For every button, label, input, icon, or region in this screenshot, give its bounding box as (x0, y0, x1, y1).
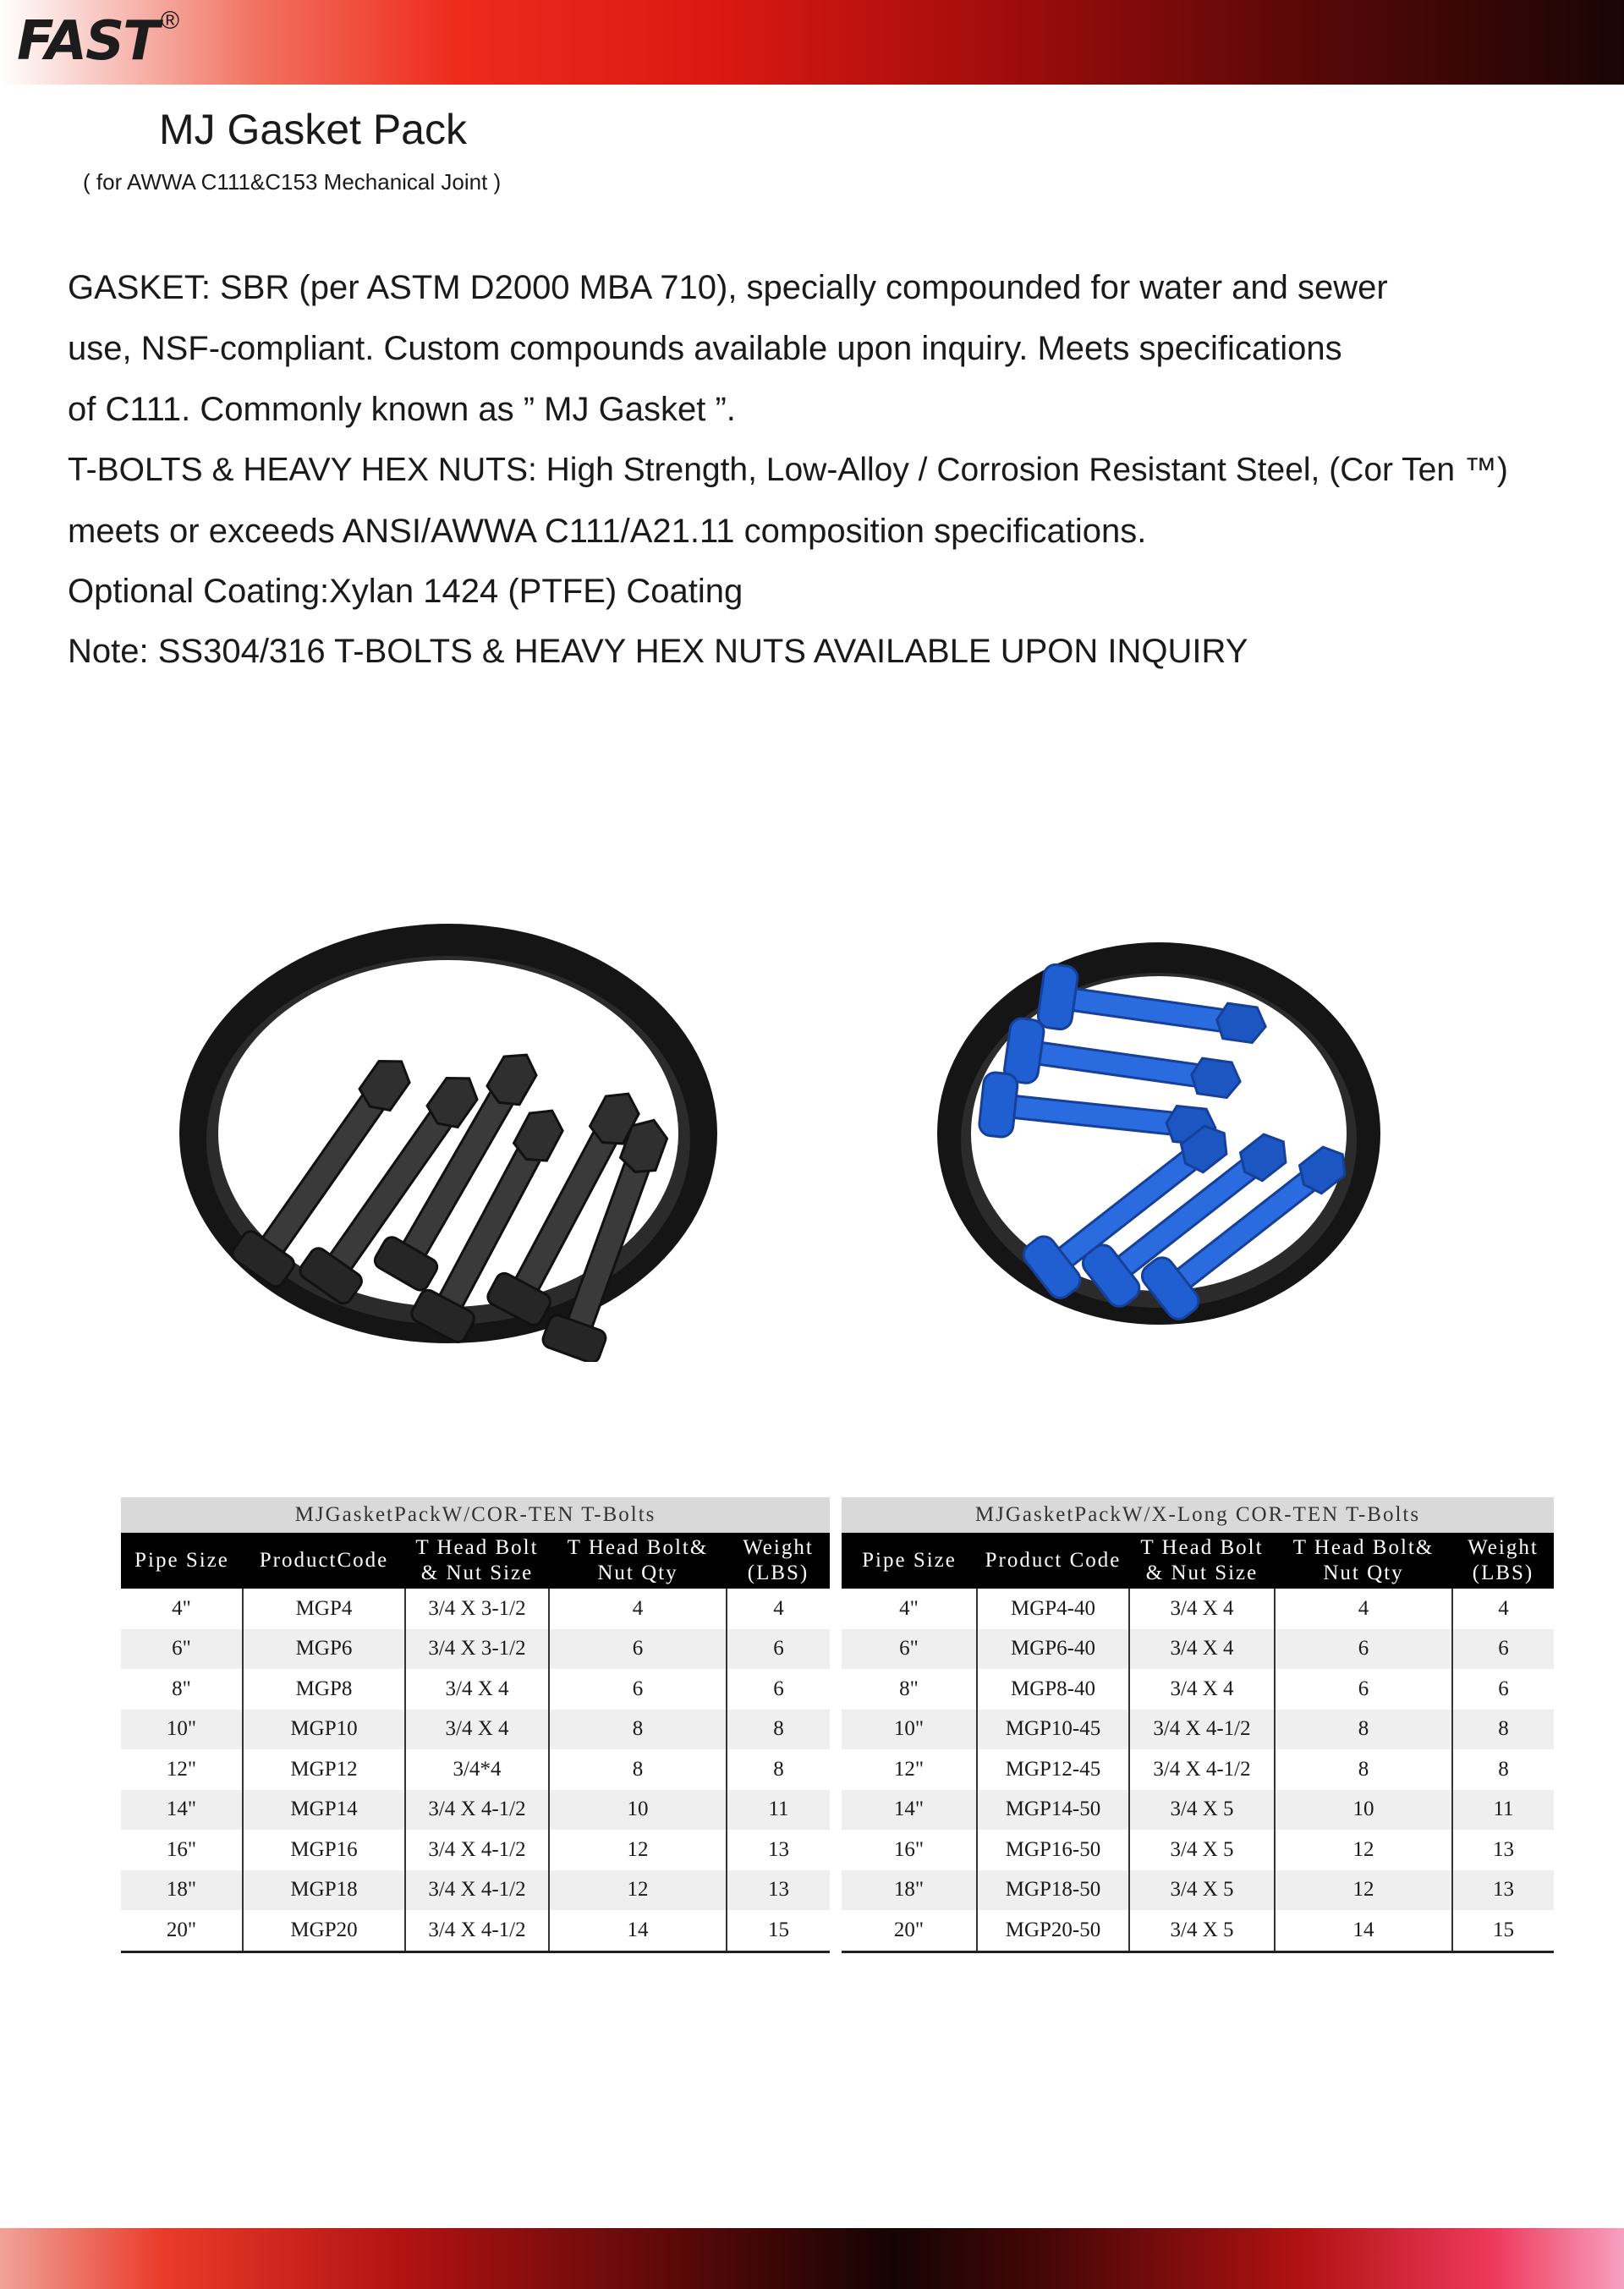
table-row (842, 1669, 1554, 1710)
brand-logo (17, 7, 186, 78)
spec-line-6: Optional Coating:Xylan 1424 (PTFE) Coating (68, 573, 743, 610)
table-cell: 12" (121, 1749, 243, 1790)
table-cell: 16" (121, 1830, 243, 1870)
table-row (121, 1749, 830, 1790)
logo-text: FAST (17, 10, 158, 73)
table-cell: 6" (842, 1629, 977, 1670)
column-header: Product Code (977, 1533, 1129, 1589)
table-cell: 15 (727, 1910, 830, 1951)
footer-bar (0, 2228, 1624, 2289)
table-row (842, 1870, 1554, 1911)
table-cell: 15 (1452, 1910, 1554, 1951)
table-row (842, 1710, 1554, 1750)
table-cell: 11 (727, 1790, 830, 1831)
table-cell: MGP10 (243, 1710, 405, 1750)
table-cell: 3/4 X 3-1/2 (405, 1629, 549, 1670)
table-cell: 3/4 X 4-1/2 (405, 1870, 549, 1911)
gasket-pack-blue-bolts-image (930, 939, 1387, 1337)
table-cell: 4 (727, 1589, 830, 1629)
table-row (842, 1790, 1554, 1831)
table-cell: 4" (842, 1589, 977, 1629)
table-cell: MGP4 (243, 1589, 405, 1629)
table-cell: 16" (842, 1830, 977, 1870)
table-cell: 3/4 X 4 (405, 1710, 549, 1750)
column-header: T Head Bolt & Nut Size (1129, 1533, 1275, 1589)
column-header: T Head Bolt & Nut Size (405, 1533, 549, 1589)
table-cell: MGP18-50 (977, 1870, 1129, 1911)
table-cell: 8 (549, 1749, 727, 1790)
table-cell: 3/4 X 4-1/2 (405, 1830, 549, 1870)
table-cell: MGP20 (243, 1910, 405, 1951)
table-cell: MGP16 (243, 1830, 405, 1870)
column-header: T Head Bolt& Nut Qty (549, 1533, 727, 1589)
table-cell: MGP18 (243, 1870, 405, 1911)
table-cell: 3/4 X 4-1/2 (405, 1910, 549, 1951)
table-cell: 6 (549, 1669, 727, 1710)
table-cell: 13 (727, 1830, 830, 1870)
table-cell: 6" (121, 1629, 243, 1670)
gasket-pack-black-bolts-image (169, 922, 727, 1362)
table-cell: 11 (1452, 1790, 1554, 1831)
table-cell: 4 (549, 1589, 727, 1629)
table-cell: 13 (1452, 1830, 1554, 1870)
table-cell: 10 (549, 1790, 727, 1831)
table-cell: 3/4 X 3-1/2 (405, 1589, 549, 1629)
table-cell: 3/4 X 4 (1129, 1669, 1275, 1710)
table-cell: MGP14-50 (977, 1790, 1129, 1831)
table-cell: 6 (549, 1629, 727, 1670)
table-cell: 3/4 X 4 (1129, 1589, 1275, 1629)
table-row (121, 1910, 830, 1951)
column-header: Weight (LBS) (727, 1533, 830, 1589)
table-cell: MGP12 (243, 1749, 405, 1790)
table-cell: MGP10-45 (977, 1710, 1129, 1750)
table-row (842, 1749, 1554, 1790)
table-cell: 20" (121, 1910, 243, 1951)
table-cell: 10" (842, 1710, 977, 1750)
column-header: ProductCode (243, 1533, 405, 1589)
table-cell: 6 (1452, 1629, 1554, 1670)
table-cell: MGP6 (243, 1629, 405, 1670)
table-cell: 3/4 X 5 (1129, 1830, 1275, 1870)
table-cell: 18" (121, 1870, 243, 1911)
table-cor-ten-t-bolts (121, 1497, 830, 1953)
table-cell: 3/4 X 4-1/2 (1129, 1710, 1275, 1750)
table-row (121, 1669, 830, 1710)
registered-mark: ® (161, 7, 180, 35)
table-row (121, 1589, 830, 1629)
table-row (121, 1629, 830, 1670)
table-cell: 14 (549, 1910, 727, 1951)
table-cell: 8 (1452, 1710, 1554, 1750)
table-cell: MGP8-40 (977, 1669, 1129, 1710)
table-cell: 3/4*4 (405, 1749, 549, 1790)
page-title: MJ Gasket Pack (159, 106, 467, 153)
table-cell: MGP12-45 (977, 1749, 1129, 1790)
table-cell: 3/4 X 5 (1129, 1790, 1275, 1831)
table-cell: 8 (727, 1749, 830, 1790)
spec-line-7: Note: SS304/316 T-BOLTS & HEAVY HEX NUTS AVAILABLE UPON INQUIRY (68, 633, 1248, 670)
table-caption: MJGasketPackW/COR-TEN T-Bolts (121, 1497, 830, 1533)
table-cell: 8 (727, 1710, 830, 1750)
table-cell: 14 (1275, 1910, 1452, 1951)
table-cell: 20" (842, 1910, 977, 1951)
table-cell: 8" (121, 1669, 243, 1710)
table-cell: 10 (1275, 1790, 1452, 1831)
table-cell: 12 (1275, 1870, 1452, 1911)
table-cell: 14" (842, 1790, 977, 1831)
table-cell: 3/4 X 4-1/2 (405, 1790, 549, 1831)
table-cell: 8" (842, 1669, 977, 1710)
table-cell: 4" (121, 1589, 243, 1629)
table-cell: 8 (1275, 1749, 1452, 1790)
table-cell: 10" (121, 1710, 243, 1750)
table-cell: 12 (549, 1830, 727, 1870)
table-cell: MGP6-40 (977, 1629, 1129, 1670)
table-row (842, 1629, 1554, 1670)
table-row (121, 1870, 830, 1911)
table-cell: 3/4 X 4-1/2 (1129, 1749, 1275, 1790)
table-cell: 6 (1275, 1669, 1452, 1710)
spec-line-3: of C111. Commonly known as ” MJ Gasket ”. (68, 391, 736, 428)
column-header: Pipe Size (121, 1533, 243, 1589)
spec-line-1: GASKET: SBR (per ASTM D2000 MBA 710), specially compounded for water and sewer (68, 269, 1388, 306)
table-cell: MGP4-40 (977, 1589, 1129, 1629)
table-cell: 3/4 X 5 (1129, 1910, 1275, 1951)
table-cell: 3/4 X 4 (405, 1669, 549, 1710)
page-subtitle: ( for AWWA C111&C153 Mechanical Joint ) (83, 169, 502, 195)
table-cell: 8 (549, 1710, 727, 1750)
table-row (842, 1830, 1554, 1870)
table-row (842, 1589, 1554, 1629)
table-cell: 12 (1275, 1830, 1452, 1870)
table-cell: 4 (1275, 1589, 1452, 1629)
table-cell: 4 (1452, 1589, 1554, 1629)
table-cell: 8 (1452, 1749, 1554, 1790)
table-row (121, 1710, 830, 1750)
table-cell: 3/4 X 4 (1129, 1629, 1275, 1670)
header-bar (0, 0, 1624, 85)
table-cell: 6 (727, 1629, 830, 1670)
column-header: T Head Bolt& Nut Qty (1275, 1533, 1452, 1589)
column-header: Pipe Size (842, 1533, 977, 1589)
table-x-long-cor-ten-t-bolts (842, 1497, 1554, 1953)
spec-line-5: meets or exceeds ANSI/AWWA C111/A21.11 composition specifications. (68, 513, 1147, 550)
table-cell: 3/4 X 5 (1129, 1870, 1275, 1911)
table-cell: MGP14 (243, 1790, 405, 1831)
table-cell: MGP8 (243, 1669, 405, 1710)
table-cell: 12 (549, 1870, 727, 1911)
table-cell: 18" (842, 1870, 977, 1911)
table-cell: 13 (727, 1870, 830, 1911)
table-cell: 12" (842, 1749, 977, 1790)
table-cell: 6 (727, 1669, 830, 1710)
spec-line-2: use, NSF-compliant. Custom compounds available upon inquiry. Meets specifications (68, 330, 1342, 367)
spec-line-4: T-BOLTS & HEAVY HEX NUTS: High Strength, Low-Alloy / Corrosion Resistant Steel, (Cor Ten ™) (68, 452, 1508, 488)
table-row (121, 1790, 830, 1831)
table-cell: 14" (121, 1790, 243, 1831)
table-row (121, 1830, 830, 1870)
table-caption: MJGasketPackW/X-Long COR-TEN T-Bolts (842, 1497, 1554, 1533)
table-cell: MGP16-50 (977, 1830, 1129, 1870)
table-cell: 8 (1275, 1710, 1452, 1750)
table-cell: 13 (1452, 1870, 1554, 1911)
table-row (842, 1910, 1554, 1951)
table-cell: 6 (1275, 1629, 1452, 1670)
table-cell: MGP20-50 (977, 1910, 1129, 1951)
column-header: Weight (LBS) (1452, 1533, 1554, 1589)
table-cell: 6 (1452, 1669, 1554, 1710)
